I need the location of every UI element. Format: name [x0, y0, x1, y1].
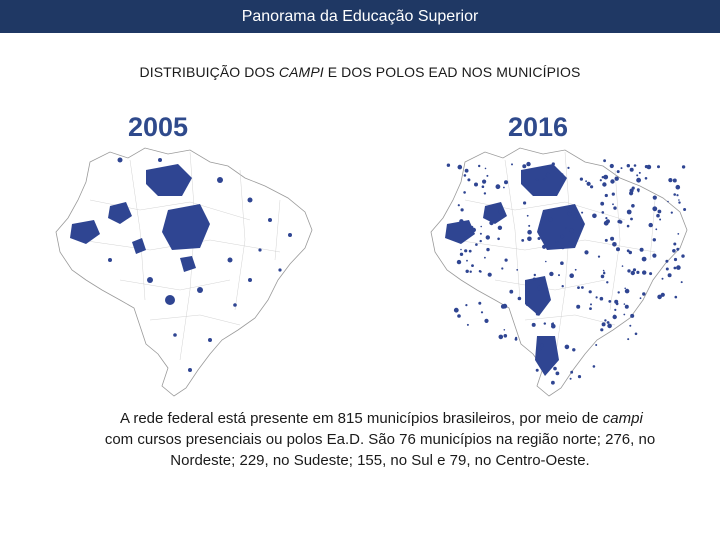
campus-dot	[560, 261, 564, 265]
campus-dot	[645, 165, 648, 168]
campus-dot	[503, 187, 505, 189]
campus-dot	[501, 267, 503, 269]
campus-dot	[606, 219, 610, 223]
campus-dot	[575, 269, 577, 271]
campus-dot	[642, 257, 647, 262]
campus-dot	[558, 274, 560, 276]
campus-dot	[607, 321, 610, 324]
campus-dot	[633, 268, 636, 271]
campus-dot	[565, 227, 567, 229]
campus-dot	[561, 173, 563, 175]
year-label-2005: 2005	[128, 112, 189, 142]
campus-dot	[496, 184, 501, 189]
campus-dot	[678, 199, 680, 201]
campus-dot	[569, 229, 574, 234]
campus-dot	[657, 165, 660, 168]
campus-dot	[667, 201, 669, 203]
campus-dot	[668, 273, 672, 277]
campus-dot	[540, 344, 544, 348]
campus-dot	[459, 219, 463, 223]
campus-dot	[617, 170, 620, 173]
campus-dot	[526, 302, 530, 306]
banner-title: Panorama da Educação Superior	[241, 7, 479, 25]
campus-dot	[612, 193, 615, 196]
campus-dot	[593, 365, 596, 368]
campus-dot	[560, 235, 564, 239]
campus-dot	[464, 236, 468, 240]
map-subtitle	[0, 64, 720, 80]
campus-dot	[627, 338, 629, 340]
campus-dot	[632, 187, 635, 190]
campus-dot	[475, 243, 478, 246]
campus-dot	[589, 290, 592, 293]
campus-dot	[682, 165, 685, 168]
campus-dot	[556, 372, 560, 376]
campus-dot	[653, 238, 656, 241]
campus-dot	[482, 185, 485, 188]
campus-dot	[676, 194, 678, 196]
campus-dot	[482, 180, 486, 184]
campus-dot	[465, 304, 467, 306]
campus-dot	[638, 190, 640, 192]
campus-dot	[612, 203, 614, 205]
campus-dot	[630, 168, 634, 172]
campus-dot	[614, 309, 616, 311]
campus-dot	[629, 251, 632, 254]
campus-dot	[600, 202, 604, 206]
campus-dot	[484, 257, 486, 259]
campus-dot	[624, 288, 626, 290]
campus-dot	[465, 169, 469, 173]
campus-dot	[526, 292, 530, 296]
subtitle-part3: E DOS POLOS EAD NOS MUNICÍPIOS	[323, 64, 581, 80]
campus-dot	[673, 243, 676, 246]
campus-dot	[568, 241, 570, 243]
campus-dot	[486, 248, 489, 251]
campus-dot	[552, 162, 555, 165]
campus-dot	[533, 278, 536, 281]
campus-dot	[527, 237, 532, 242]
campus-dot	[458, 165, 463, 170]
campus-dot	[606, 281, 608, 283]
campus-dot	[469, 250, 472, 253]
campus-dot	[666, 268, 669, 271]
campus-dot	[565, 345, 570, 350]
campus-dot	[464, 249, 467, 252]
campus-dot	[545, 261, 547, 263]
campus-dot	[505, 259, 508, 262]
campus-dot	[486, 235, 490, 239]
campus-dot	[553, 367, 557, 371]
campus-dot	[614, 300, 618, 304]
description-line2: com cursos presenciais ou polos Ea.D. São 76 municípios na região norte; 276, no	[104, 431, 656, 448]
campus-dot	[653, 196, 657, 200]
campus-dot	[523, 201, 526, 204]
campus-dot	[466, 230, 470, 234]
campus-dot	[676, 185, 681, 190]
campus-dot	[613, 206, 616, 209]
campus-dot	[630, 314, 634, 318]
campus-dot	[634, 164, 637, 167]
campus-dot	[676, 265, 681, 270]
campus-dot	[629, 325, 631, 327]
campus-dot	[460, 253, 463, 256]
campus-dot	[605, 194, 608, 197]
brazil-map-2016-svg	[425, 140, 695, 398]
campus-dot	[622, 265, 624, 267]
campus-dot	[568, 208, 572, 212]
campus-dot	[625, 305, 629, 309]
campus-dot	[607, 324, 612, 329]
campus-dot	[636, 174, 638, 176]
subtitle-italic: CAMPI	[278, 64, 324, 80]
campus-dot	[504, 180, 508, 184]
campus-dot	[534, 274, 536, 276]
campus-dot	[636, 271, 639, 274]
campus-dot	[658, 210, 662, 214]
campus-dot	[562, 285, 564, 287]
campus-dot	[596, 296, 598, 298]
campus-dot	[659, 219, 661, 221]
campus-dot	[683, 208, 686, 211]
campus-dot	[532, 323, 536, 327]
campus-dot	[511, 163, 513, 165]
campus-dot	[600, 328, 603, 331]
campus-dot	[612, 242, 617, 247]
campus-dot	[470, 271, 472, 273]
campus-dot	[515, 338, 518, 341]
campus-dot	[461, 208, 464, 211]
campus-dot	[488, 273, 492, 277]
campus-dot	[526, 162, 530, 166]
campus-dot	[536, 178, 539, 181]
campus-dot	[551, 381, 555, 385]
campus-dot	[569, 273, 574, 278]
campus-dot	[489, 221, 493, 225]
campus-dot	[521, 239, 524, 242]
campus-dot	[539, 348, 541, 350]
campus-dot	[639, 172, 641, 174]
campus-dot	[551, 323, 554, 326]
campus-dot	[671, 212, 673, 214]
campus-dot	[600, 297, 604, 301]
brazil-map-2005	[50, 140, 320, 398]
campus-dot	[605, 239, 608, 242]
campus-dot	[640, 248, 644, 252]
campus-dot	[676, 248, 679, 251]
campus-dot	[636, 178, 641, 183]
campus-dot	[598, 256, 600, 258]
campus-dot	[484, 192, 486, 194]
year-label-2016: 2016	[508, 112, 569, 142]
campus-dot	[674, 258, 677, 261]
campus-dot	[672, 249, 676, 253]
subtitle-part1: DISTRIBUIÇÃO DOS	[139, 64, 279, 80]
campus-dot	[486, 175, 488, 177]
campus-dot	[608, 300, 611, 303]
campus-dot	[625, 289, 630, 294]
campus-dot	[536, 369, 539, 372]
campus-dot	[527, 215, 529, 217]
campus-dot	[601, 275, 605, 279]
campus-dot	[546, 173, 551, 178]
campus-dot	[610, 237, 614, 241]
campus-dot	[623, 314, 625, 316]
campus-dot	[561, 246, 565, 250]
campus-dot	[580, 178, 583, 181]
campus-dot	[498, 226, 502, 230]
campus-dot	[578, 375, 581, 378]
campus-dot	[645, 177, 648, 180]
campus-dot	[544, 322, 546, 324]
campus-dot	[457, 314, 461, 318]
campus-dot	[498, 209, 502, 213]
campus-dot	[480, 233, 482, 235]
campus-dot	[673, 193, 676, 196]
campus-dot	[621, 167, 623, 169]
campus-dot	[642, 292, 645, 295]
campus-dot	[590, 303, 592, 305]
campus-dot	[618, 291, 620, 293]
campus-dot	[581, 212, 583, 214]
brazil-map-2016	[425, 140, 695, 398]
campus-dot	[581, 286, 584, 289]
campus-dot	[589, 307, 592, 310]
campus-dot	[681, 281, 683, 283]
campus-dot	[610, 164, 614, 168]
campus-dot	[538, 237, 541, 240]
campus-dot	[536, 312, 540, 316]
campus-dot	[605, 217, 607, 219]
campus-dot	[480, 226, 482, 228]
campus-dot	[677, 233, 679, 235]
campus-dot	[602, 322, 606, 326]
campus-dot	[649, 223, 653, 227]
campus-dot	[674, 267, 677, 270]
campus-dot	[603, 159, 606, 162]
campus-dot	[624, 303, 626, 305]
campus-dot	[460, 249, 462, 251]
campus-dot	[548, 246, 550, 248]
campus-dot	[467, 324, 469, 326]
campus-dot	[572, 348, 575, 351]
campus-dot	[652, 254, 656, 258]
brazil-map-2005-svg	[50, 140, 320, 398]
campus-dot	[604, 319, 606, 321]
campus-dot	[678, 201, 680, 203]
campus-dot	[602, 211, 605, 214]
campus-dot	[627, 210, 632, 215]
campus-dot	[655, 228, 657, 230]
campus-dot	[481, 311, 483, 313]
campus-dot	[567, 167, 569, 169]
campus-dot	[627, 225, 630, 228]
campus-dot	[675, 296, 678, 299]
campus-dot	[467, 178, 470, 181]
campus-dot	[595, 344, 597, 346]
campus-dot	[610, 179, 614, 183]
campus-dot	[592, 214, 597, 219]
campus-dot	[630, 218, 633, 221]
campus-dot	[458, 204, 460, 206]
top-banner	[0, 0, 720, 33]
campus-dot	[478, 165, 480, 167]
campus-dot	[480, 240, 482, 242]
campus-dot	[501, 304, 506, 309]
campus-dot	[471, 264, 474, 267]
campus-dot	[631, 204, 635, 208]
campus-dot	[642, 270, 646, 274]
campus-dot	[615, 177, 619, 181]
campus-dot	[466, 260, 468, 262]
campus-dot	[548, 217, 552, 221]
campus-dot	[656, 214, 660, 218]
campus-dot	[464, 174, 467, 177]
description-line3: Nordeste; 229, no Sudeste; 155, no Sul e 79, no Centro-Oeste.	[170, 452, 590, 469]
campus-dot	[570, 378, 572, 380]
campus-dot	[631, 271, 635, 275]
campus-dot	[681, 254, 684, 257]
campus-dot	[576, 305, 580, 309]
campus-dot	[463, 191, 466, 194]
campus-dot	[537, 286, 542, 291]
campus-dot	[573, 215, 576, 218]
campus-dot	[549, 272, 553, 276]
description-paragraph	[60, 408, 700, 471]
campus-dot	[584, 250, 588, 254]
campus-dot	[600, 179, 602, 181]
campus-dot	[613, 315, 616, 318]
campus-dot	[497, 238, 500, 241]
campus-dot	[581, 225, 583, 227]
campus-dot	[570, 371, 573, 374]
campus-dot	[480, 271, 482, 273]
campus-dot	[657, 295, 662, 300]
campus-dot	[516, 269, 518, 271]
campus-dot	[528, 225, 530, 227]
campus-dot	[504, 329, 506, 331]
campus-dot	[499, 335, 504, 340]
campus-dot	[635, 333, 638, 336]
campus-dot	[485, 168, 487, 170]
campus-dot	[673, 179, 677, 183]
campus-dot	[627, 269, 630, 272]
campus-dot	[471, 232, 474, 235]
campus-dot	[522, 164, 526, 168]
campus-dot	[577, 286, 580, 289]
campus-dot	[542, 245, 546, 249]
campus-dot	[619, 220, 621, 222]
campus-dot	[504, 334, 508, 338]
campus-dot	[668, 178, 672, 182]
campus-dot	[616, 247, 620, 251]
campus-dot	[527, 230, 532, 235]
campus-dot	[457, 260, 461, 264]
campus-dot	[662, 278, 664, 280]
campus-dot	[590, 185, 593, 188]
campus-dot	[602, 182, 606, 186]
campus-dot	[585, 180, 587, 182]
campus-dot	[478, 302, 481, 305]
campus-dot	[543, 178, 545, 180]
campus-dot	[557, 241, 559, 243]
campus-dot	[587, 182, 591, 186]
campus-dot	[518, 297, 522, 301]
campus-dot	[603, 175, 608, 180]
campus-dot	[454, 308, 459, 313]
campus-dot	[447, 164, 450, 167]
campus-dot	[528, 185, 530, 187]
campus-dot	[665, 260, 668, 263]
campus-dot	[466, 270, 469, 273]
campus-dot	[652, 206, 657, 211]
campus-dot	[509, 290, 513, 294]
campus-dot	[603, 272, 605, 274]
campus-dot	[629, 191, 633, 195]
campus-dot	[627, 164, 630, 167]
description-line1: A rede federal está presente em 815 municípios brasileiros, por meio de campi	[120, 410, 643, 427]
campus-dot	[649, 272, 652, 275]
campus-dot	[484, 319, 488, 323]
campus-dot	[640, 297, 642, 299]
campus-dot	[603, 270, 605, 272]
campus-dot	[470, 226, 474, 230]
campus-dot	[474, 183, 478, 187]
